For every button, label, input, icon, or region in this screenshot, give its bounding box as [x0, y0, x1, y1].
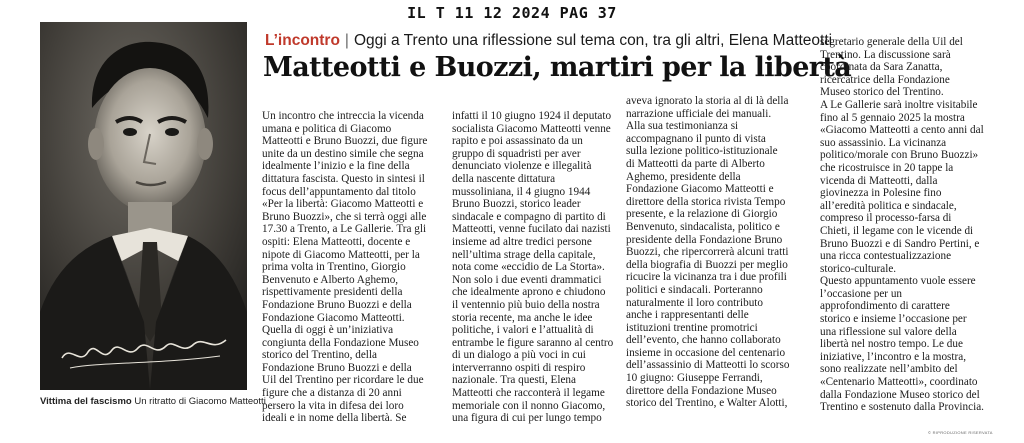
article-column-2: [452, 110, 624, 425]
kicker-text: Oggi a Trento una riflessione sul tema con, tra gli altri, Elena Matteotti: [353, 32, 833, 49]
article-line: denunciato violenze e illegalità: [452, 160, 592, 173]
article-line: storico del Trentino, e Walter Alotti,: [626, 397, 788, 410]
article-line: aveva ignorato la storia al di là della: [626, 95, 789, 107]
article-line: nota come «eccidio de La Storta».: [452, 261, 605, 274]
article-line: che ricostruisce in 20 tappe la: [820, 161, 954, 174]
article-line: idealmente l’inizio e la fine della: [262, 160, 410, 173]
article-line: Buozzi, che ripercorrerà alcuni tratti: [626, 246, 789, 259]
article-line: focus dell’appuntamento dal titolo: [262, 185, 416, 198]
article-line: dalla Fondazione Museo storico del: [820, 388, 980, 401]
article-line: Trentino e sostenuto dalla Provincia.: [820, 401, 984, 414]
article-line: dell’assassinio di Matteotti lo scorso: [626, 359, 790, 372]
article-line: Fondazione Giacomo Matteotti e: [626, 183, 774, 196]
article-line: politici e sindacali. Porteranno: [626, 283, 763, 296]
article-line: giovinezza in Polesine fino: [820, 187, 942, 200]
article-line: infatti il 10 giugno 1924 il deputato: [452, 110, 612, 122]
article-line: Benvenuto, sindacalista, politico e: [626, 220, 780, 233]
article-line: «Per la libertà: Giacomo Matteotti e: [262, 198, 424, 211]
article-line: della nascente dittatura: [452, 172, 556, 185]
article-line: Uil del Trentino per ricordare le due: [262, 374, 424, 387]
article-line: Un incontro che intreccia la vicenda: [262, 110, 424, 122]
caption-text: Un ritratto di Giacomo Matteotti: [134, 396, 266, 407]
article-line: presente, e la relazione di Giorgio: [626, 208, 778, 221]
article-line: congiunta della Fondazione Museo: [262, 336, 419, 349]
article-line: memoriale con il nonno Giacomo,: [452, 399, 606, 412]
article-line: dittatura fascista. Questo in sintesi il: [262, 172, 425, 185]
article-line: Bruno Buozzi, storico leader: [452, 198, 581, 211]
article-line: unite da un destino simile che segna: [262, 147, 424, 160]
article-line: una figura di cui per lungo tempo: [452, 412, 602, 425]
photo-caption: [40, 396, 280, 407]
article-line: Benvenuto e Alberto Aghemo,: [262, 273, 399, 286]
article-line: figure che a distanza di 20 anni: [262, 387, 402, 400]
article-line: insieme in occasione del centenario: [626, 346, 786, 359]
article-line: Questo appuntamento vuole essere: [820, 275, 976, 288]
article-line: storico-culturale.: [820, 262, 897, 275]
article-line: interverranno ospiti di respiro: [452, 361, 586, 374]
article-line: suo assassinio. La vicinanza: [820, 136, 947, 149]
article-line: vicenda di Matteotti, dalla: [820, 174, 938, 187]
article-line: di Matteotti da parte di Alberto: [626, 157, 765, 170]
article-line: anche i rappresentanti delle: [626, 309, 749, 322]
article-line: istituzioni trentine promotrici: [626, 321, 758, 334]
article-line: all’eredità politica e sindacale,: [820, 199, 957, 212]
article-line: direttore della Fondazione Museo: [626, 384, 777, 397]
kicker-label: L’incontro: [265, 32, 340, 49]
article-line: compreso il processo-farsa di: [820, 212, 952, 225]
article-line: segretario generale della Uil del: [820, 36, 963, 48]
article-line: ricucire la vicinanza tra i due profili: [626, 271, 787, 284]
article-line: il ventennio più buio della nostra: [452, 298, 600, 311]
article-line: storico e insieme l’occasione per: [820, 313, 967, 326]
kicker-separator: |: [344, 32, 349, 49]
article-line: Bruno Buozzi», che si terrà oggi alle: [262, 210, 427, 223]
article-line: direttore della storica rivista Tempo: [626, 195, 786, 208]
article-column-3: [626, 95, 806, 410]
copyright-notice: © RIPRODUZIONE RISERVATA: [928, 430, 993, 435]
article-column-4: [820, 36, 1006, 414]
article-line: Matteotti, venne fucilato dai nazisti: [452, 223, 611, 236]
article-line: fino al 5 gennaio 2025 la mostra: [820, 111, 965, 124]
article-line: Chieti, il legame con le vicende di: [820, 224, 974, 237]
page-header-date: IL T 11 12 2024 PAG 37: [407, 4, 617, 22]
article-line: rapito e poi assassinato da un: [452, 135, 583, 148]
article-line: sono realizzate nell’ambito del: [820, 363, 958, 376]
headline: Matteotti e Buozzi, martiri per la libertà: [263, 52, 852, 83]
article-line: 17.30 a Trento, a Le Gallerie. Tra gli: [262, 223, 427, 236]
article-line: nazionale. Tra questi, Elena: [452, 374, 576, 387]
article-line: prima volta in Trentino, Giorgio: [262, 261, 406, 274]
article-line: presidente della Fondazione Bruno: [626, 233, 783, 246]
article-line: ospiti: Elena Matteotti, docente e: [262, 235, 411, 248]
article-line: Museo storico del Trentino.: [820, 86, 944, 99]
article-line: dell’evento, che hanno collaborato: [626, 334, 781, 347]
article-line: mussoliniana, il 4 giugno 1944: [452, 185, 591, 198]
article-line: sulla lezione politico-istituzionale: [626, 145, 778, 158]
caption-bold: Vittima del fascismo: [40, 396, 132, 407]
article-line: una riflessione sul valore della: [820, 325, 957, 338]
article-line: della biografia di Buozzi per meglio: [626, 258, 788, 271]
article-line: Quella di oggi è un’iniziativa: [262, 324, 394, 337]
article-line: Non solo i due eventi drammatici: [452, 273, 602, 286]
article-line: approfondimento di carattere: [820, 300, 950, 313]
article-line: l’occasione per un: [820, 287, 903, 300]
article-line: che idealmente aprono e chiudono: [452, 286, 606, 299]
article-line: Matteotti e Bruno Buozzi, due figure: [262, 135, 428, 148]
article-line: «Giacomo Matteotti a cento anni dal: [820, 124, 984, 137]
article-line: narrazione ufficiale dei manuali.: [626, 107, 772, 120]
article-line: rispettivamente presidenti della: [262, 286, 403, 299]
article-line: politiche, i valori e l’attualità di: [452, 324, 594, 337]
article-line: Fondazione Bruno Buozzi e della: [262, 298, 412, 311]
article-line: coordinata da Sara Zanatta,: [820, 61, 943, 74]
article-line: insieme ad altre tredici persone: [452, 235, 592, 248]
article-line: sindacale e compagno di partito di: [452, 210, 606, 223]
article-line: politico/morale con Bruno Buozzi»: [820, 149, 979, 162]
article-line: Trentino. La discussione sarà: [820, 48, 951, 61]
article-line: «Centenario Matteotti», coordinato: [820, 376, 978, 389]
article-line: storia recente, ma anche le idee: [452, 311, 593, 324]
article-line: entrambe le figure saranno al centro: [452, 336, 614, 349]
article-line: ricercatrice della Fondazione: [820, 73, 950, 86]
article-line: ideali e in nome della libertà. Se: [262, 412, 407, 425]
article-line: una ricca contestualizzazione: [820, 250, 952, 263]
article-line: A Le Gallerie sarà inoltre visitabile: [820, 98, 978, 111]
kicker: [265, 32, 832, 50]
article-line: nipote di Giacomo Matteotti, per la: [262, 248, 420, 261]
article-line: libertà nel nostro tempo. Le due: [820, 338, 963, 351]
article-line: di un dialogo a più voci in cui: [452, 349, 586, 362]
article-line: Bruno Buozzi e di Sandro Pertini, e: [820, 237, 980, 250]
portrait-photo: [40, 22, 247, 390]
article-line: Aghemo, presidente della: [626, 170, 741, 183]
article-column-1: [262, 110, 442, 425]
article-line: socialista Giacomo Matteotti venne: [452, 122, 611, 135]
article-line: persero la vita in difesa dei loro: [262, 399, 404, 412]
article-line: iniziative, l’incontro e la mostra,: [820, 350, 967, 363]
article-line: Fondazione Giacomo Matteotti.: [262, 311, 405, 324]
article-line: Matteotti che racconterà il legame: [452, 387, 605, 400]
article-line: Fondazione Bruno Buozzi e della: [262, 361, 412, 374]
article-line: Alla sua testimonianza si: [626, 120, 739, 133]
article-line: storico del Trentino, della: [262, 349, 377, 362]
article-line: umana e politica di Giacomo: [262, 122, 392, 135]
article-line: gruppo di squadristi per aver: [452, 147, 581, 160]
article-line: nell’ultima strage della capitale,: [452, 248, 596, 261]
article-line: 10 giugno: Giuseppe Ferrandi,: [626, 372, 763, 385]
article-line: naturalmente il loro contributo: [626, 296, 764, 309]
article-line: accompagnano il punto di vista: [626, 132, 766, 145]
